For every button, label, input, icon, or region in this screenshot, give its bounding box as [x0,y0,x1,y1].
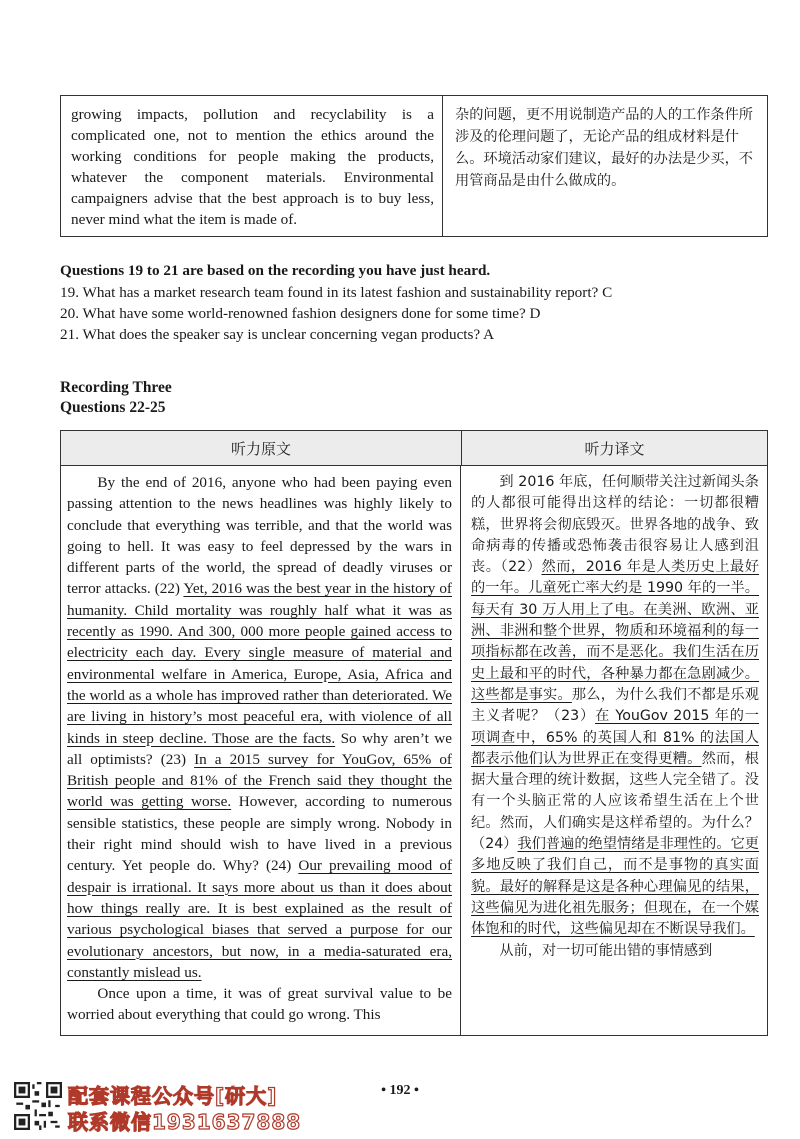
recording-title: Recording Three [60,379,172,396]
text-run: However, according to numerous sensible statistics, these people are simply wrong. Nobody in their right mind should wish to have lived in a previous century. Yet people do. Why? (24) [67,793,452,875]
question-item: 20. What have some world-renowned fashion designers done for some time? D [60,305,541,322]
continuation-chinese-text: 杂的问题，更不用说制造产品的人的工作条件所涉及的伦理问题了，无论产品的组成材料是什么。环境活动家们建议，最好的办法是少买，不用管商品是由什么做成的。 [455,107,753,189]
underlined-answer-22: Yet, 2016 was the best year in the history of humanity. Child mortality was roughly half what it was as recently as 1990. And 300, 000 more people gained access to electricity each day. Every single measure of material and environmental welfare in America, Europe, Asia, Africa and the world as a whole has improved rather than deteriorated. We are living in history’s most peaceful era, with violence of all kinds in steep decline. Those are the facts. [67,580,452,747]
english-transcript [61,466,461,1036]
text-run: 然而，根据大量合理的统计数据，这些人完全错了。没有一个头脑正常的人应该希望生活在上个世纪。然而，人们确实是这样希望的。为什么？（24） [471,750,759,853]
qr-code-icon [14,1082,62,1130]
underlined-translation-23: 在 YouGov 2015 年的一项调查中，65% 的英国人和 81% 的法国人都表示他们认为世界正在变得更糟。 [471,708,759,767]
underlined-answer-23: In a 2015 survey for YouGov, 65% of British people and 81% of the French said they thought the world was getting worse. [67,750,452,811]
continuation-english-text: growing impacts, pollution and recyclability is a complicated one, not to mention the ethics around the working conditions for people making the products, whatever the component materials. Environmental campaigners advise that the best approach is to buy less, never mind what the item is made of. [61,96,443,236]
text-run: 那么，为什么我们不都是乐观主义者呢？（23） [471,686,759,725]
text-run: So why aren’t we all optimists? (23) [67,729,452,768]
page-number: • 192 • [381,1083,419,1098]
table-header-row [61,431,767,466]
watermark-line-1: 配套课程公众号[研大] [68,1084,278,1108]
table-body-row [61,466,767,1036]
header-original-text: 听力原文 [61,431,462,465]
chinese-translation [461,466,767,1036]
recording-subtitle: Questions 22-25 [60,399,166,416]
chinese-paragraph-2: 从前，对一切可能出错的事情感到 [499,942,713,959]
header-translation: 听力译文 [584,439,645,458]
english-paragraph-2: Once upon a time, it was of great survival value to be worried about everything that could go wrong. This [67,985,452,1024]
watermark-line-2: 联系微信1931637888 [68,1110,302,1134]
continuation-table [60,95,768,237]
underlined-answer-24: Our prevailing mood of despair is irrational. It says more about us than it does about how things really are. It is best explained as the result of various psychological biases that served a purpose for our evolutionary ancestors, but now, in a media-saturated era, constantly mislead us. [67,857,452,981]
questions-heading: Questions 19 to 21 are based on the recording you have just heard. [60,262,491,279]
text-run: 到 2016 年底，任何顺带关注过新闻头条的人都很可能得出这样的结论：一切都很糟糕，世界将会彻底毁灭。世界各地的战争、致命病毒的传播或恐怖袭击很容易让人感到沮丧。（22） [471,474,759,576]
question-item: 21. What does the speaker say is unclear concerning vegan products? A [60,326,495,343]
questions-list [60,282,612,345]
question-item: 19. What has a market research team found in its latest fashion and sustainability report? C [60,284,613,301]
chinese-paragraph-1 [471,472,759,941]
underlined-translation-24: 我们普遍的绝望情绪是非理性的。它更多地反映了我们自己，而不是事物的真实面貌。最好的解释是这是各种心理偏见的结果，这些偏见为进化祖先服务；但现在，在一个媒体饱和的时代，这些偏见却在不断误导我们。 [471,836,759,938]
underlined-translation-22: 然而，2016 年是人类历史上最好的一年。儿童死亡率大约是 1990 年的一半。每天有 30 万人用上了电。在美洲、欧洲、亚洲、非洲和整个世界，物质和环境福利的每一项指标都在改善，而不是恶化。我们生活在历史上最和平的时代，各种暴力都在急剧减少。这些都是事实。 [471,559,759,703]
english-paragraph-1 [67,472,452,983]
text-run: By the end of 2016, anyone who had been paying even passing attention to the news headlines was highly likely to conclude that everything was terrible, and that the world was going to hell. It was easy to feel depressed by the wars in different parts of the world, the spread of deadly viruses or terror attacks. (22) [67,474,452,598]
transcript-table [60,430,768,1036]
